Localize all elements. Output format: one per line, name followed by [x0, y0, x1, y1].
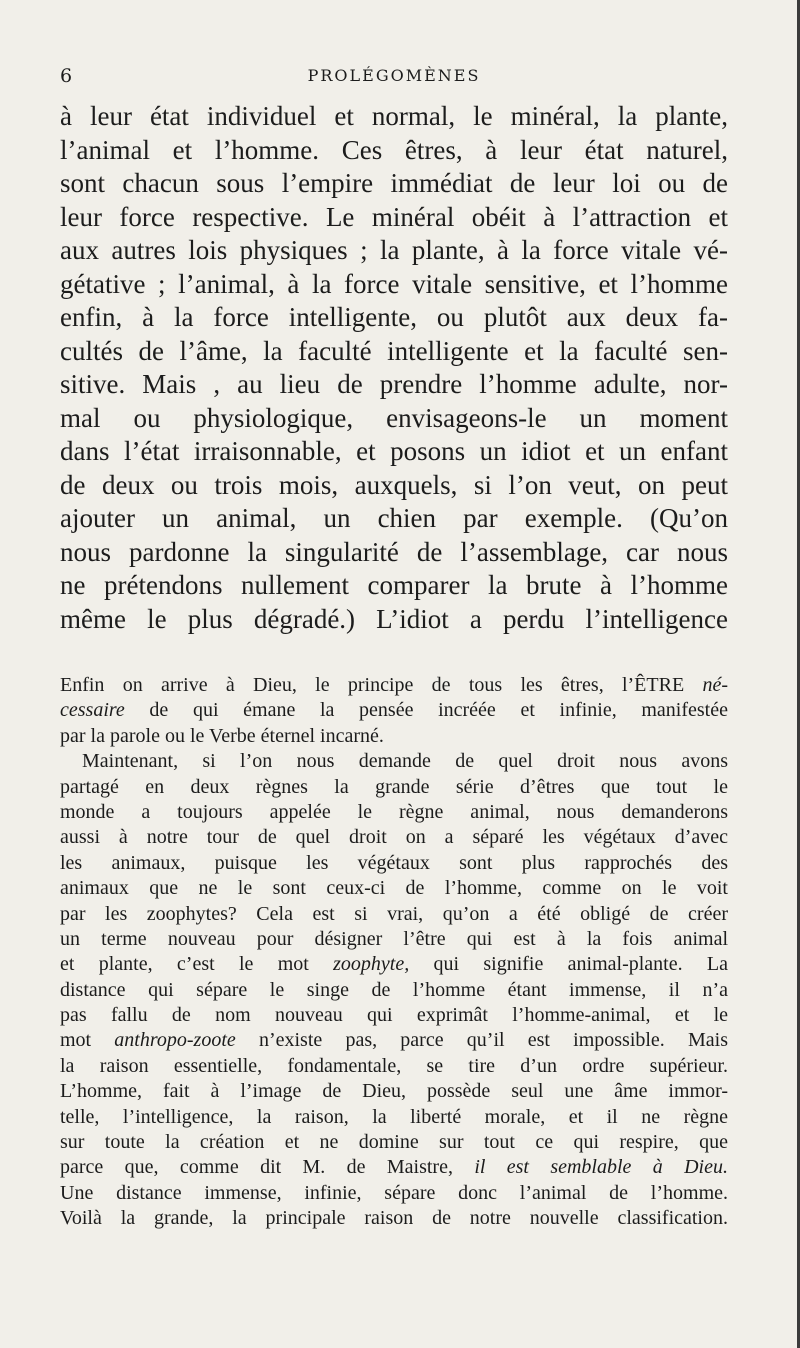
footnote-line: distance qui sépare le singe de l’homme étant immense, il n’a [60, 978, 728, 1001]
footnote-line: par les zoophytes? Cela est si vrai, qu’on a été obligé de créer [60, 902, 728, 925]
text-line: dans l’état irraisonnable, et posons un idiot et un enfant [60, 436, 728, 466]
footnote-line: les animaux, puisque les végétaux sont plus rapprochés des [60, 851, 728, 874]
text-line: leur force respective. Le minéral obéit à l’attraction et [60, 201, 728, 232]
footnote-line: un terme nouveau pour désigner l’être qui est à la fois animal [60, 927, 728, 950]
footnote-line: L’homme, fait à l’image de Dieu, possède seul une âme immor- [60, 1080, 728, 1103]
footnote-line: cessaire de qui émane la pensée incréée et infinie, manifestée [60, 699, 728, 722]
footnote-line: pas fallu de nom nouveau qui exprimât l’homme-animal, et le [60, 1004, 728, 1027]
text-line: ajouter un animal, un chien par exemple. (Qu’on [60, 503, 728, 533]
footnote-line: la raison essentielle, fondamentale, se tire d’un ordre supérieur. [60, 1054, 728, 1077]
text-line: aux autres lois physiques ; la plante, à la force vitale vé- [60, 235, 728, 265]
running-title: PROLÉGOMÈNES [307, 66, 481, 85]
footnote-line: parce que, comme dit M. de Maistre, il est semblable à Dieu. [60, 1156, 728, 1179]
footnote-line: sur toute la création et ne domine sur tout ce qui respire, que [60, 1131, 728, 1154]
text-line: à leur état individuel et normal, le minéral, la plante, [60, 101, 728, 131]
text-line: sitive. Mais , au lieu de prendre l’homme adulte, nor- [60, 369, 728, 399]
text-line: enfin, à la force intelligente, ou plutôt aux deux fa- [60, 302, 728, 332]
footnote-line: animaux que ne le sont ceux-ci de l’homme, comme on le voit [60, 877, 728, 900]
page-header [60, 64, 728, 88]
text-line: sont chacun sous l’empire immédiat de leur loi ou de [60, 168, 728, 198]
main-text [60, 100, 728, 636]
text-line: gétative ; l’animal, à la force vitale sensitive, et l’homme [60, 268, 728, 299]
text-line: même le plus dégradé.) L’idiot a perdu l’intelligence [60, 603, 728, 634]
page-number: 6 [60, 65, 73, 87]
footnote-line: et plante, c’est le mot zoophyte, qui signifie animal-plante. La [60, 953, 728, 976]
text-line: cultés de l’âme, la faculté intelligente et la faculté sen- [60, 335, 728, 366]
footnote-line: par la parole ou le Verbe éternel incarné. [60, 724, 384, 747]
footnote-line: Voilà la grande, la principale raison de notre nouvelle classification. [60, 1207, 728, 1230]
text-line: ne prétendons nullement comparer la brute à l’homme [60, 570, 728, 600]
text-line: l’animal et l’homme. Ces êtres, à leur état naturel, [60, 134, 728, 165]
footnote-line: aussi à notre tour de quel droit on a séparé les végétaux d’avec [60, 826, 728, 849]
text-line: nous pardonne la singularité de l’assemblage, car nous [60, 536, 728, 567]
footnote-line: Maintenant, si l’on nous demande de quel droit nous avons [82, 750, 728, 773]
text-line: mal ou physiologique, envisageons-le un moment [60, 402, 728, 433]
footnote [60, 673, 728, 1232]
text-line: de deux ou trois mois, auxquels, si l’on veut, on peut [60, 469, 728, 500]
footnote-line: Une distance immense, infinie, sépare donc l’animal de l’homme. [60, 1181, 728, 1204]
footnote-line: Enfin on arrive à Dieu, le principe de tous les êtres, l’ÊTRE né- [60, 674, 728, 696]
footnote-line: monde a toujours appelée le règne animal, nous demanderons [60, 800, 728, 823]
footnote-line: telle, l’intelligence, la raison, la liberté morale, et il ne règne [60, 1105, 728, 1128]
footnote-line: mot anthropo-zoote n’existe pas, parce qu’il est impossible. Mais [60, 1029, 728, 1052]
footnote-line: partagé en deux règnes la grande série d’êtres que tout le [60, 775, 728, 798]
